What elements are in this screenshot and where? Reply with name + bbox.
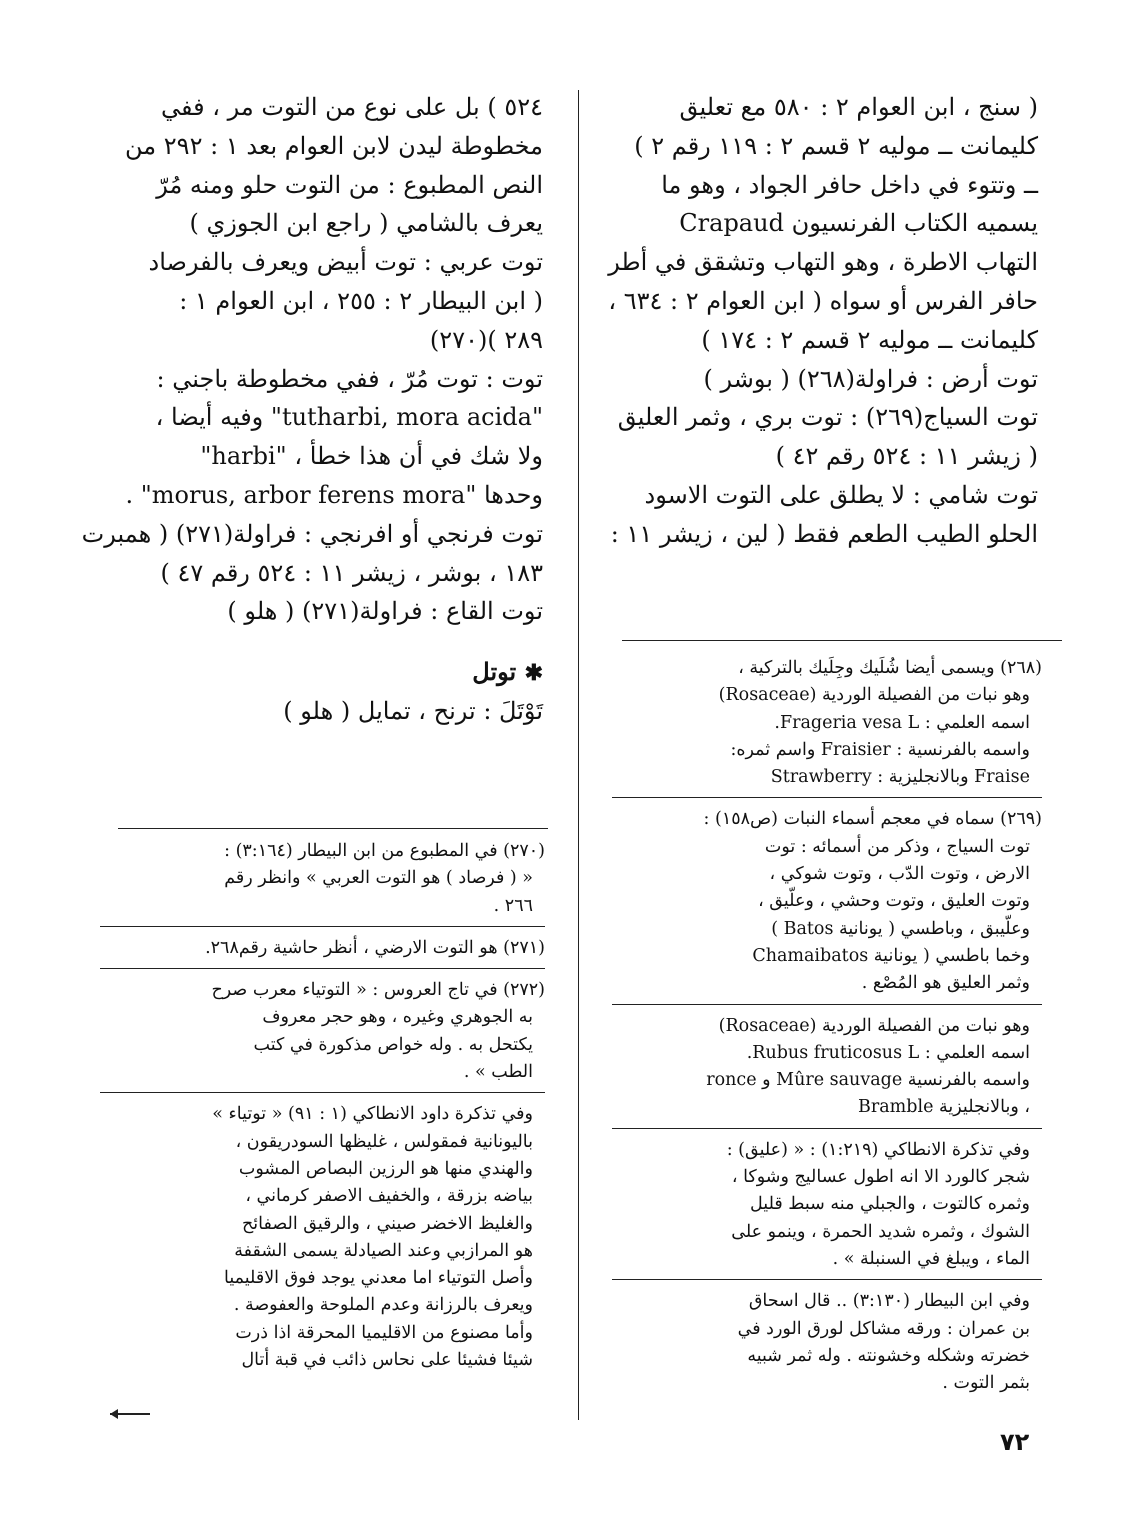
footnote-divider [612, 1004, 1042, 1005]
text-line: توت السياج(٢٦٩) : توت بري ، وثمر العليق [617, 403, 1038, 432]
text-line: حافر الفرس أو سواه ( ابن العوام ٢ : ٦٣٤ ، [608, 286, 1038, 315]
right-footnotes [612, 655, 1042, 1397]
footnote-line: وفي ابن البيطار (٣:١٣٠) .. قال اسحاق [748, 1291, 1030, 1312]
footnote-line: هو المرازبي وعند الصيادلة يسمى الشقفة [234, 1240, 533, 1261]
right-main-column [608, 88, 1038, 554]
text-line: ( ابن البيطار ٢ : ٢٥٥ ، ابن العوام ١ : [179, 286, 543, 315]
footnote-line: بياضه بزرقة ، والخفيف الاصفر كرماني ، [245, 1186, 533, 1207]
footnote-line: (٢٧١) هو التوت الارضي ، أنظر حاشية رقم٢٦٨. [205, 937, 545, 958]
text-line: كليمانت ــ موليه ٢ قسم ٢ : ١٧٤ ) [701, 325, 1038, 354]
text-line: مخطوطة ليدن لابن العوام بعد ١ : ٢٩٢ من [125, 131, 543, 160]
footnote-line: (٢٦٩) سماه في معجم أسماء النبات (ص١٥٨) : [703, 809, 1042, 830]
text-line: التهاب الاطرة ، وهو التهاب وتشقق في أطر [608, 248, 1038, 277]
footnote-line: وتوت العليق ، وتوت وحشي ، وعلّيق ، [758, 891, 1030, 912]
footnote-line: يكتحل به . وله خواص مذكورة في كتب [253, 1034, 533, 1055]
footnote-line: (٢٧٢) في تاج العروس : « التوتياء معرب صرح [211, 980, 545, 1001]
footnote-line: واسمه بالفرنسية : Fraisier واسم ثمره: [730, 739, 1030, 760]
text-line: توت شامي : لا يطلق على التوت الاسود [644, 480, 1038, 509]
footnote-line: ٢٦٦ . [493, 895, 533, 916]
footnote-line: وفي تذكرة داود الانطاكي (١ : ٩١) « توتياء » [212, 1104, 533, 1125]
text-line: توت أرض : فراولة(٢٦٨) ( بوشر ) [703, 364, 1038, 393]
text-line: توت عربي : توت أبيض ويعرف بالفرصاد [148, 248, 543, 277]
footnote-line: وأما مصنوع من الاقليميا المحرقة اذا ذرت [235, 1322, 533, 1343]
footnote-line: وهو نبات من الفصيلة الوردية (Rosaceae) [718, 1015, 1030, 1036]
text-line: وحدها "morus, arbor ferens mora" . [125, 480, 543, 509]
text-line: يسميه الكتاب الفرنسيون Crapaud [679, 209, 1038, 238]
text-line: توت فرنجي أو افرنجي : فراولة(٢٧١) ( همبرت [81, 519, 543, 548]
text-line: ( سنج ، ابن العوام ٢ : ٥٨٠ مع تعليق [679, 93, 1038, 121]
entry-head-word: توتل [472, 657, 517, 687]
text-line: ١٨٣ ، بوشر ، زيشر ١١ : ٥٢٤ رقم ٤٧ ) [160, 558, 543, 587]
footnote-line: الشوك ، وثمره شديد الحمرة ، وينمو على [731, 1221, 1030, 1242]
footnote-line: توت السياج ، وذكر من أسمائه : توت [764, 836, 1030, 857]
footnote-divider [612, 797, 1042, 798]
footnote-line: وهو نبات من الفصيلة الوردية (Rosaceae) [718, 685, 1030, 706]
footnote-line: اسمه العلمي : Rubus fruticosus L. [746, 1042, 1030, 1063]
footnote-divider [612, 1279, 1042, 1280]
text-line: ( زيشر ١١ : ٥٢٤ رقم ٤٢ ) [775, 442, 1038, 471]
footnote-line: باليونانية فمقولس ، غليظها السودريقون ، [235, 1131, 533, 1152]
text-line: النص المطبوع : من التوت حلو ومنه مُرّ [156, 170, 543, 199]
footnote-line: واسمه بالفرنسية Mûre sauvage و ronce [706, 1070, 1030, 1091]
footnote-line: (٢٧٠) في المطبوع من ابن البيطار (٣:١٦٤) : [224, 841, 545, 861]
text-line: ولا شك في أن هذا خطأ ، "harbi" [200, 442, 543, 471]
footnote-line: خضرته وشكله وخشونته . وله ثمر شبيه [747, 1345, 1030, 1366]
footnote-line: والغليظ الاخضر صيني ، والرقيق الصفائح [242, 1213, 533, 1234]
text-line: "tutharbi, mora acida" وفيه أيضا ، [155, 403, 543, 432]
footnote-line: وثمره كالتوت ، والجبلي منه سبط قليل [750, 1194, 1030, 1215]
entry-heading [118, 653, 543, 692]
footnote-line: والهندي منها هو الرزين البصاص المشوب [238, 1158, 533, 1179]
footnote-divider [100, 968, 545, 969]
footnote-line: الارض ، وتوت الدّب ، وتوت شوكي ، [769, 864, 1030, 885]
footnote-line: « ( فرصاد ) هو التوت العربي » وانظر رقم [224, 868, 533, 889]
asterisk-icon: ✱ [524, 660, 543, 687]
footnote-line: وثمر العليق هو المُصْع . [861, 973, 1030, 994]
footnote-line: ، وبالانجليزية Bramble [858, 1097, 1030, 1118]
footnote-line: وفي تذكرة الانطاكي (١:٢١٩) : « (عليق) : [726, 1139, 1030, 1160]
entry-line: تَوْتَلَ : ترنح ، تمايل ( هلو ) [283, 696, 543, 725]
text-line: توت القاع : فراولة(٢٧١) ( هلو ) [227, 597, 543, 626]
footnote-line: الماء ، ويبلغ في السنبلة » . [832, 1248, 1030, 1269]
page-number: ٧٢ [1000, 1428, 1030, 1456]
left-main-column [81, 88, 543, 731]
footnote-line: وخما باطسي ( يونانية Chamaibatos [752, 945, 1030, 966]
footnote-line: بثمر التوت . [942, 1373, 1030, 1394]
footnote-line: وعلّيبق ، وباطسي ( يونانية Batos ) [771, 918, 1030, 939]
footnote-line: الطب » . [463, 1062, 533, 1083]
footnote-line: شيئا فشيئا على نحاس ذائب في قبة أتال [241, 1350, 533, 1371]
footnote-separator-left [118, 828, 548, 829]
footnote-divider [612, 1128, 1042, 1129]
text-line: يعرف بالشامي ( راجع ابن الجوزي ) [189, 209, 543, 238]
footnote-line: بن عمران : ورقه مشاكل لورق الورد في [737, 1318, 1030, 1339]
text-line: ٥٢٤ ) بل على نوع من التوت مر ، ففي [160, 93, 543, 121]
footnote-line: Fraise وبالانجليزية : Strawberry [770, 767, 1030, 788]
text-line: ٢٨٩ )(٢٧٠) [429, 325, 543, 354]
footnote-line: ويعرف بالرزانة وعدم الملوحة والعفوصة . [233, 1295, 533, 1316]
footnote-line: به الجوهري وغيره ، وهو حجر معروف [262, 1007, 533, 1028]
column-divider [578, 90, 579, 1420]
footnote-line: شجر كالورد الا انه اطول عساليج وشوكا ، [731, 1167, 1030, 1188]
footnote-divider [100, 926, 545, 927]
footnote-separator-right [622, 640, 1062, 641]
text-line: توت : توت مُرّ ، ففي مخطوطة باجني : [156, 364, 543, 393]
text-line: الحلو الطيب الطعم فقط ( لين ، زيشر ١١ : [610, 519, 1038, 548]
footnote-line: اسمه العلمي : Frageria vesa L. [774, 712, 1030, 733]
footnote-line: (٢٦٨) ويسمى أيضا شُلَيك وجِلَيك بالتركية ، [738, 658, 1042, 678]
continuation-arrow-icon [110, 1413, 150, 1415]
text-line: كليمانت ــ موليه ٢ قسم ٢ : ١١٩ رقم ٢ ) [634, 131, 1038, 160]
text-line: ــ وتتوء في داخل حافر الجواد ، وهو ما [661, 170, 1038, 199]
footnote-line: وأصل التوتياء اما معدني يوجد فوق الاقليميا [224, 1268, 533, 1289]
footnote-divider [100, 1092, 545, 1093]
left-footnotes [100, 838, 545, 1374]
